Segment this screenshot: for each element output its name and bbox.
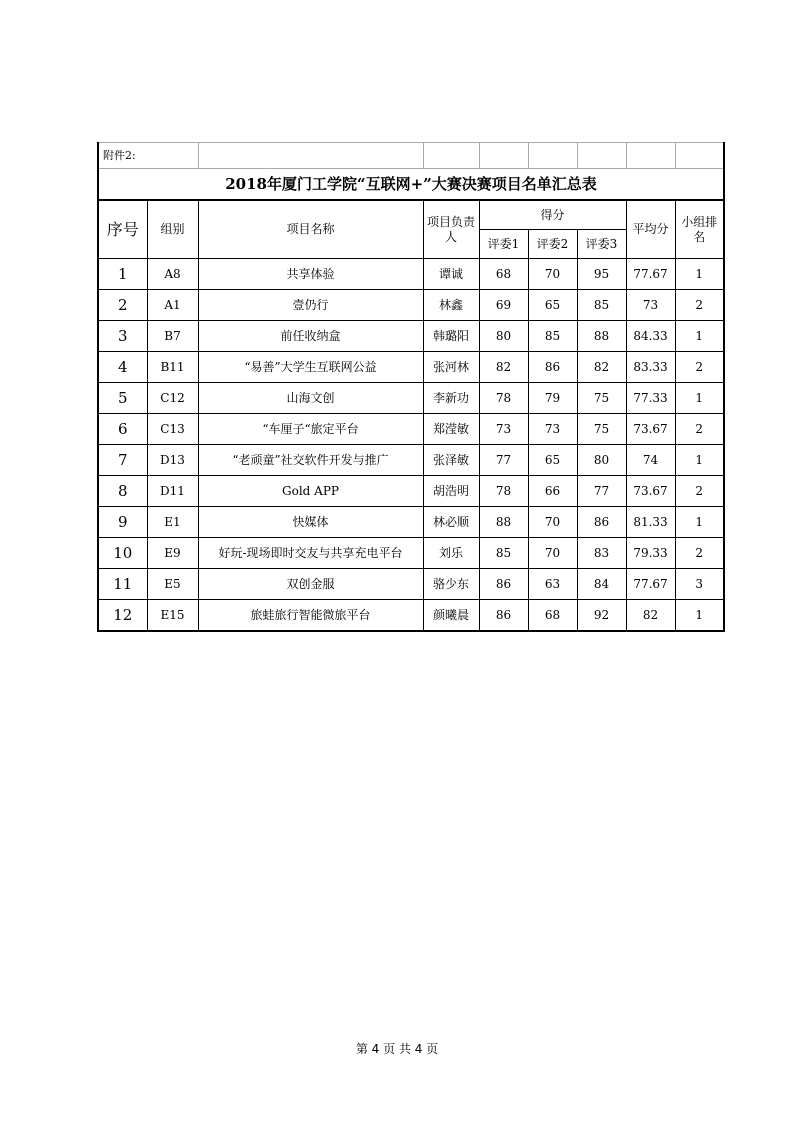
cell-index: 12 (98, 600, 147, 632)
cell-project: 好玩-现场即时交友与共享充电平台 (198, 538, 423, 569)
table-row (98, 476, 724, 507)
table-row (98, 414, 724, 445)
page-footer: 第 4 页 共 4 页 (355, 1042, 439, 1056)
cell-judge3: 77 (577, 476, 626, 507)
cell-rank: 2 (675, 414, 724, 445)
cell-judge3: 88 (577, 321, 626, 352)
cell-leader: 韩璐阳 (423, 321, 479, 352)
cell-leader: 郑滢敏 (423, 414, 479, 445)
table-row (98, 538, 724, 569)
cell-average: 83.33 (626, 352, 675, 383)
cell-index: 7 (98, 445, 147, 476)
cell-rank: 1 (675, 383, 724, 414)
cell-project: “易善”大学生互联网公益 (198, 352, 423, 383)
cell-leader: 颜曦晨 (423, 600, 479, 632)
cell-project: 壹仍行 (198, 290, 423, 321)
cell-judge1: 80 (479, 321, 528, 352)
title-row (98, 169, 724, 201)
cell-average: 81.33 (626, 507, 675, 538)
cell-average: 73.67 (626, 414, 675, 445)
cell-rank: 1 (675, 600, 724, 632)
cell-judge2: 70 (528, 259, 577, 290)
cell-project: 山海文创 (198, 383, 423, 414)
table-row (98, 352, 724, 383)
cell-group: B7 (147, 321, 198, 352)
cell-average: 79.33 (626, 538, 675, 569)
cell-rank: 2 (675, 538, 724, 569)
cell-judge1: 77 (479, 445, 528, 476)
cell-leader: 李新功 (423, 383, 479, 414)
note-row (98, 143, 724, 169)
table-row (98, 445, 724, 476)
cell-project: 双创金服 (198, 569, 423, 600)
cell-index: 6 (98, 414, 147, 445)
cell-leader: 张泽敏 (423, 445, 479, 476)
cell-project: “老顽童”社交软件开发与推广 (198, 445, 423, 476)
cell-judge2: 68 (528, 600, 577, 632)
cell-judge3: 95 (577, 259, 626, 290)
cell-index: 4 (98, 352, 147, 383)
cell-group: E9 (147, 538, 198, 569)
cell-judge2: 73 (528, 414, 577, 445)
cell-judge3: 86 (577, 507, 626, 538)
cell-rank: 2 (675, 290, 724, 321)
cell-group: C12 (147, 383, 198, 414)
cell-judge2: 85 (528, 321, 577, 352)
cell-leader: 谭诚 (423, 259, 479, 290)
cell-leader: 林必顺 (423, 507, 479, 538)
cell-judge1: 78 (479, 476, 528, 507)
table-row (98, 383, 724, 414)
cell-judge2: 70 (528, 507, 577, 538)
cell-average: 77.67 (626, 259, 675, 290)
table-row (98, 600, 724, 632)
cell-leader: 张河林 (423, 352, 479, 383)
header-index: 序号 (98, 200, 147, 259)
cell-index: 3 (98, 321, 147, 352)
cell-judge2: 65 (528, 290, 577, 321)
cell-group: D13 (147, 445, 198, 476)
cell-index: 9 (98, 507, 147, 538)
cell-judge1: 69 (479, 290, 528, 321)
cell-group: E1 (147, 507, 198, 538)
cell-group: B11 (147, 352, 198, 383)
cell-index: 11 (98, 569, 147, 600)
cell-rank: 2 (675, 352, 724, 383)
cell-average: 73 (626, 290, 675, 321)
cell-index: 2 (98, 290, 147, 321)
table-body (98, 259, 724, 632)
table-row (98, 290, 724, 321)
cell-leader: 林鑫 (423, 290, 479, 321)
cell-judge1: 85 (479, 538, 528, 569)
cell-rank: 1 (675, 259, 724, 290)
cell-judge1: 82 (479, 352, 528, 383)
cell-rank: 1 (675, 445, 724, 476)
cell-judge1: 78 (479, 383, 528, 414)
results-table (97, 142, 725, 632)
cell-judge1: 86 (479, 569, 528, 600)
cell-average: 84.33 (626, 321, 675, 352)
table-row (98, 569, 724, 600)
cell-group: E5 (147, 569, 198, 600)
header-project: 项目名称 (198, 200, 423, 259)
cell-group: A1 (147, 290, 198, 321)
cell-judge2: 79 (528, 383, 577, 414)
table-row (98, 259, 724, 290)
cell-judge1: 68 (479, 259, 528, 290)
header-average: 平均分 (626, 200, 675, 259)
cell-judge3: 82 (577, 352, 626, 383)
cell-average: 74 (626, 445, 675, 476)
cell-average: 77.33 (626, 383, 675, 414)
header-judge1: 评委1 (479, 230, 528, 259)
cell-rank: 1 (675, 507, 724, 538)
cell-project: Gold APP (198, 476, 423, 507)
cell-leader: 骆少东 (423, 569, 479, 600)
cell-index: 1 (98, 259, 147, 290)
table-row (98, 507, 724, 538)
header-leader: 项目负责人 (423, 200, 479, 259)
cell-leader: 刘乐 (423, 538, 479, 569)
header-score: 得分 (479, 200, 626, 230)
header-rank: 小组排名 (675, 200, 724, 259)
cell-project: 前任收纳盒 (198, 321, 423, 352)
cell-judge3: 84 (577, 569, 626, 600)
cell-judge2: 86 (528, 352, 577, 383)
cell-group: D11 (147, 476, 198, 507)
cell-judge3: 83 (577, 538, 626, 569)
cell-rank: 2 (675, 476, 724, 507)
cell-judge2: 63 (528, 569, 577, 600)
cell-group: E15 (147, 600, 198, 632)
cell-project: 旅蛙旅行智能微旅平台 (198, 600, 423, 632)
cell-group: C13 (147, 414, 198, 445)
cell-judge1: 73 (479, 414, 528, 445)
cell-judge3: 85 (577, 290, 626, 321)
table-row (98, 321, 724, 352)
cell-project: 共享体验 (198, 259, 423, 290)
cell-rank: 1 (675, 321, 724, 352)
cell-judge1: 88 (479, 507, 528, 538)
header-judge3: 评委3 (577, 230, 626, 259)
cell-project: “车厘子“旅定平台 (198, 414, 423, 445)
cell-index: 5 (98, 383, 147, 414)
cell-judge3: 75 (577, 383, 626, 414)
cell-group: A8 (147, 259, 198, 290)
cell-leader: 胡浩明 (423, 476, 479, 507)
cell-judge2: 66 (528, 476, 577, 507)
cell-average: 77.67 (626, 569, 675, 600)
cell-rank: 3 (675, 569, 724, 600)
cell-average: 73.67 (626, 476, 675, 507)
header-judge2: 评委2 (528, 230, 577, 259)
header-group: 组别 (147, 200, 198, 259)
cell-index: 10 (98, 538, 147, 569)
attachment-note: 附件2: (98, 143, 198, 169)
table-title: 2018年厦门工学院“互联网+”大赛决赛项目名单汇总表 (98, 169, 724, 201)
cell-judge3: 75 (577, 414, 626, 445)
cell-judge1: 86 (479, 600, 528, 632)
cell-index: 8 (98, 476, 147, 507)
cell-project: 快媒体 (198, 507, 423, 538)
cell-judge2: 65 (528, 445, 577, 476)
cell-judge3: 92 (577, 600, 626, 632)
cell-average: 82 (626, 600, 675, 632)
header-row (98, 200, 724, 230)
cell-judge2: 70 (528, 538, 577, 569)
cell-judge3: 80 (577, 445, 626, 476)
